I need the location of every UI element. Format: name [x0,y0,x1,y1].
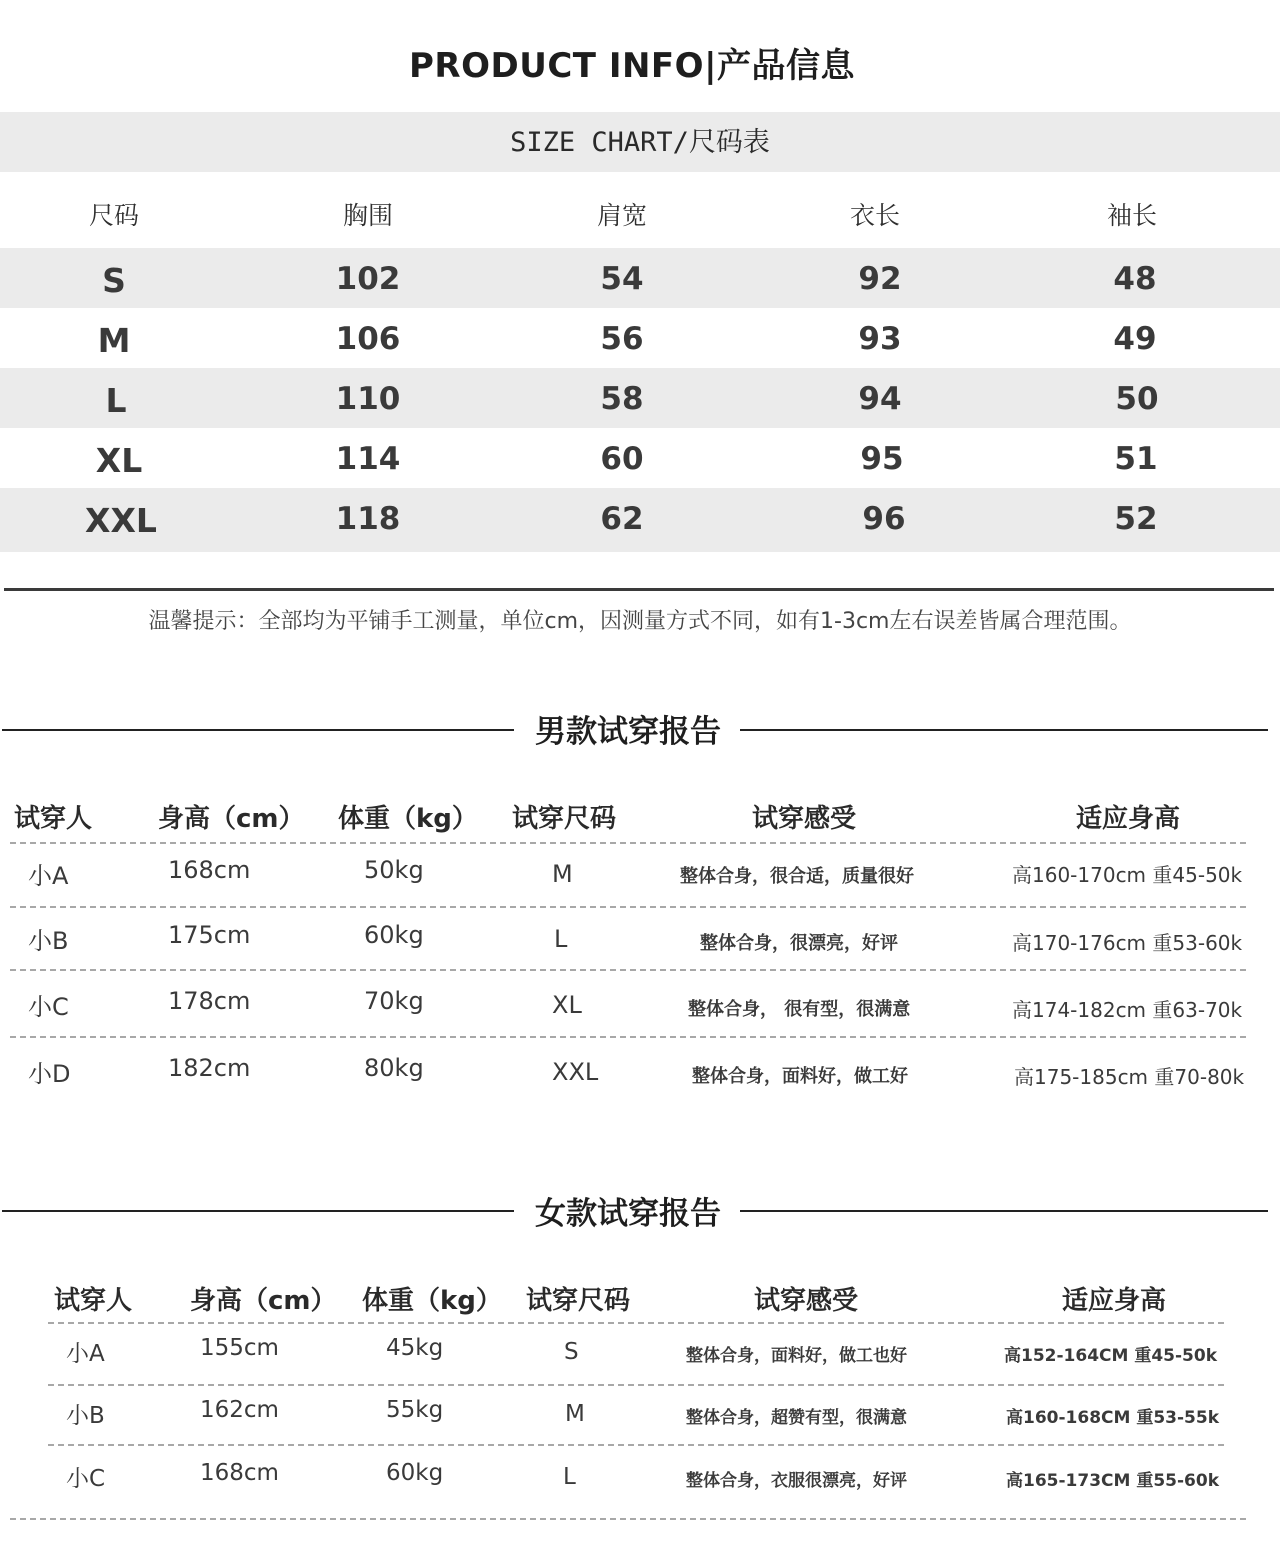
col-header-fit-range: 适应身高 [1062,1286,1167,1316]
page-title: PRODUCT INFO|产品信息 [409,46,855,86]
length-cell: 93 [858,321,902,357]
tester-cell: 小C [66,1466,106,1492]
row-divider [10,1036,1246,1038]
chest-cell: 106 [335,321,401,357]
size-chart-subtitle: SIZE CHART/尺码表 [0,112,1280,172]
row-divider [10,969,1246,971]
weight-cell: 55kg [386,1397,444,1423]
shoulder-cell: 58 [600,381,644,417]
men-report-row [0,987,1280,1027]
col-header-feedback: 试穿感受 [754,1286,859,1316]
size-cell: M [97,321,131,360]
size-cell: S [564,1339,579,1365]
height-cell: 168cm [168,856,251,884]
row-divider [10,842,1246,844]
col-header-weight: 体重（kg） [338,804,478,834]
size-chart-header-row [0,180,1280,248]
col-header-length: 衣长 [849,201,901,230]
tester-cell: 小A [28,862,69,890]
women-report-row [0,1335,1280,1375]
col-header-sleeve: 袖长 [1106,201,1158,230]
size-cell: XXL [85,501,157,540]
fit-range-cell: 高174-182cm 重63-70k [1012,998,1243,1022]
tester-cell: 小C [28,993,69,1021]
women-report-title: 女款试穿报告 [535,1196,721,1232]
divider [4,588,1274,591]
weight-cell: 80kg [364,1054,424,1082]
tester-cell: 小B [66,1403,105,1429]
men-report-title: 男款试穿报告 [535,714,721,750]
tester-cell: 小D [28,1060,71,1088]
sleeve-cell: 51 [1114,441,1158,477]
col-header-tester: 试穿人 [54,1286,133,1316]
fit-range-cell: 高165-173CM 重55-60k [1006,1471,1220,1491]
height-cell: 175cm [168,921,251,949]
fit-range-cell: 高160-168CM 重53-55k [1006,1408,1220,1428]
col-header-chest: 胸围 [342,201,394,230]
col-header-feedback: 试穿感受 [752,804,857,834]
col-header-size: 试穿尺码 [526,1286,631,1316]
weight-cell: 60kg [364,921,424,949]
shoulder-cell: 60 [600,441,644,477]
men-report-row [0,921,1280,961]
height-cell: 182cm [168,1054,251,1082]
size-cell: XXL [552,1058,599,1086]
men-report-row [0,1054,1280,1094]
section-divider-right [740,729,1268,731]
length-cell: 92 [858,261,902,297]
row-divider [10,1518,1246,1520]
weight-cell: 60kg [386,1460,444,1486]
size-cell: XL [552,991,582,1019]
fit-range-cell: 高160-170cm 重45-50k [1012,863,1243,887]
height-cell: 168cm [200,1460,279,1486]
women-report-row [0,1397,1280,1437]
length-cell: 96 [862,501,906,537]
feedback-cell: 整体合身，衣服很漂亮，好评 [686,1471,907,1491]
row-divider [48,1384,1224,1386]
col-header-size: 尺码 [88,201,140,230]
feedback-cell: 整体合身， 很有型，很满意 [688,999,911,1020]
size-cell: M [552,860,573,888]
row-divider [48,1444,1224,1446]
col-header-shoulder: 肩宽 [596,201,648,230]
men-report-row [0,856,1280,896]
length-cell: 95 [860,441,904,477]
tester-cell: 小B [28,927,69,955]
women-report-row [0,1460,1280,1500]
chest-cell: 102 [335,261,401,297]
sleeve-cell: 48 [1113,261,1157,297]
chest-cell: 114 [335,441,401,477]
height-cell: 162cm [200,1397,279,1423]
shoulder-cell: 56 [600,321,644,357]
fit-range-cell: 高152-164CM 重45-50k [1004,1346,1218,1366]
section-divider-right [740,1210,1268,1212]
size-row [0,308,1280,368]
weight-cell: 50kg [364,856,424,884]
fit-range-cell: 高170-176cm 重53-60k [1012,931,1243,955]
size-cell: S [102,261,126,300]
size-cell: XL [95,441,143,480]
feedback-cell: 整体合身，超赞有型，很满意 [686,1408,907,1428]
size-cell: L [105,381,127,420]
fit-range-cell: 高175-185cm 重70-80k [1014,1065,1245,1089]
women-report-header-row [0,1280,1280,1320]
men-report-header-row [0,798,1280,838]
col-header-weight: 体重（kg） [362,1286,502,1316]
col-header-fit-range: 适应身高 [1076,804,1181,834]
height-cell: 178cm [168,987,251,1015]
feedback-cell: 整体合身，面料好，做工也好 [686,1346,907,1366]
weight-cell: 45kg [386,1335,444,1361]
sleeve-cell: 49 [1113,321,1157,357]
row-divider [10,906,1246,908]
feedback-cell: 整体合身，面料好，做工好 [692,1066,908,1087]
tester-cell: 小A [66,1341,105,1367]
chest-cell: 110 [335,381,401,417]
size-row [0,368,1280,428]
col-header-tester: 试穿人 [14,804,93,834]
chest-cell: 118 [335,501,401,537]
col-header-size: 试穿尺码 [512,804,617,834]
feedback-cell: 整体合身，很合适，质量很好 [680,866,914,887]
length-cell: 94 [858,381,902,417]
size-cell: L [563,1464,576,1490]
size-cell: M [565,1401,585,1427]
measurement-note: 温馨提示：全部均为平铺手工测量，单位cm，因测量方式不同，如有1-3cm左右误差皆属合理范围。 [148,609,1132,634]
sleeve-cell: 52 [1114,501,1158,537]
size-cell: L [554,925,568,953]
size-row [0,428,1280,488]
size-row [0,488,1280,552]
weight-cell: 70kg [364,987,424,1015]
sleeve-cell: 50 [1115,381,1159,417]
height-cell: 155cm [200,1335,279,1361]
shoulder-cell: 62 [600,501,644,537]
feedback-cell: 整体合身，很漂亮，好评 [700,933,898,954]
row-divider [48,1322,1224,1324]
col-header-height: 身高（cm） [158,804,305,834]
shoulder-cell: 54 [600,261,644,297]
size-chart-table [0,180,1280,552]
col-header-height: 身高（cm） [190,1286,337,1316]
size-row [0,248,1280,308]
